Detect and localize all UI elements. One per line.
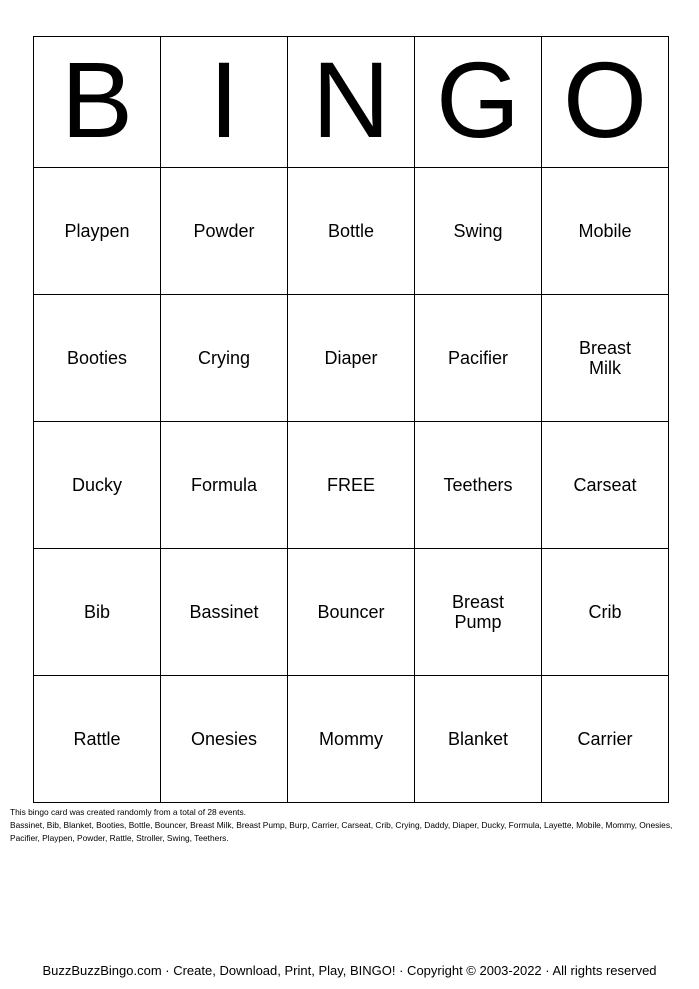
cell-label: Breast Milk: [578, 338, 632, 378]
cell-label: Breast Pump: [451, 592, 505, 632]
cell-label: Pacifier: [447, 348, 509, 368]
bingo-cell: [542, 549, 669, 676]
bingo-cell: [415, 295, 542, 422]
header-letter-i: I: [161, 37, 288, 168]
cell-label: Crib: [588, 602, 622, 622]
bingo-cell: [161, 549, 288, 676]
bingo-row: [34, 295, 669, 422]
cell-label: Diaper: [324, 348, 378, 368]
bingo-cell: [542, 168, 669, 295]
cell-label: Carseat: [573, 475, 637, 495]
cell-label: Bottle: [327, 221, 375, 241]
cell-label: Bassinet: [189, 602, 259, 622]
cell-label: Crying: [197, 348, 250, 368]
bingo-cell: [288, 676, 415, 803]
bingo-cell: [34, 676, 161, 803]
bingo-card: [33, 36, 669, 803]
cell-label: Booties: [66, 348, 128, 368]
bingo-cell: [34, 168, 161, 295]
bingo-cell: [161, 168, 288, 295]
cell-label: Onesies: [190, 729, 258, 749]
free-space-label: FREE: [326, 475, 375, 495]
bingo-cell: [542, 422, 669, 549]
header-letter-g: G: [415, 37, 542, 168]
header-letter-n: N: [288, 37, 415, 168]
cell-label: Ducky: [71, 475, 122, 495]
footer-text: BuzzBuzzBingo.com · Create, Download, Print, Play, BINGO! · Copyright © 2003-2022 · All rights reserved: [42, 963, 657, 978]
bingo-cell: [415, 422, 542, 549]
header-letter-b: B: [34, 37, 161, 168]
bingo-cell: [415, 676, 542, 803]
bingo-cell: [161, 422, 288, 549]
card-note: [10, 806, 690, 845]
bingo-cell: [34, 422, 161, 549]
cell-label: Swing: [453, 221, 503, 241]
cell-label: Powder: [193, 221, 255, 241]
note-event-list: Bassinet, Bib, Blanket, Booties, Bottle, Bouncer, Breast Milk, Breast Pump, Burp, Carrier, Carseat, Crib, Crying, Daddy, Diaper, Ducky, Formula, Layette, Mobile, Mommy, Onesies, Pacifier, Playpen, Powder, Rattle, Stroller, Swing, Teethers.: [10, 820, 673, 843]
bingo-cell: [288, 549, 415, 676]
note-summary: This bingo card was created randomly from a total of 28 events.: [10, 807, 247, 817]
cell-label: Playpen: [64, 221, 130, 241]
bingo-cell: [161, 676, 288, 803]
cell-label: Bib: [83, 602, 110, 622]
cell-label: Mobile: [578, 221, 632, 241]
cell-label: Mommy: [319, 729, 383, 749]
free-space-cell: [288, 422, 415, 549]
bingo-row: [34, 422, 669, 549]
header-row: [34, 37, 669, 168]
bingo-cell: [542, 676, 669, 803]
cell-label: Formula: [190, 475, 257, 495]
cell-label: Bouncer: [317, 602, 385, 622]
cell-label: Rattle: [73, 729, 121, 749]
cell-label: Blanket: [447, 729, 509, 749]
bingo-cell: [415, 549, 542, 676]
cell-label: Carrier: [577, 729, 633, 749]
bingo-cell: [288, 295, 415, 422]
bingo-cell: [34, 295, 161, 422]
bingo-cell: [161, 295, 288, 422]
bingo-row: [34, 549, 669, 676]
bingo-cell: [288, 168, 415, 295]
bingo-cell: [34, 549, 161, 676]
bingo-cell: [415, 168, 542, 295]
header-letter-o: O: [542, 37, 669, 168]
bingo-row: [34, 168, 669, 295]
bingo-cell: [542, 295, 669, 422]
bingo-row: [34, 676, 669, 803]
cell-label: Teethers: [443, 475, 513, 495]
